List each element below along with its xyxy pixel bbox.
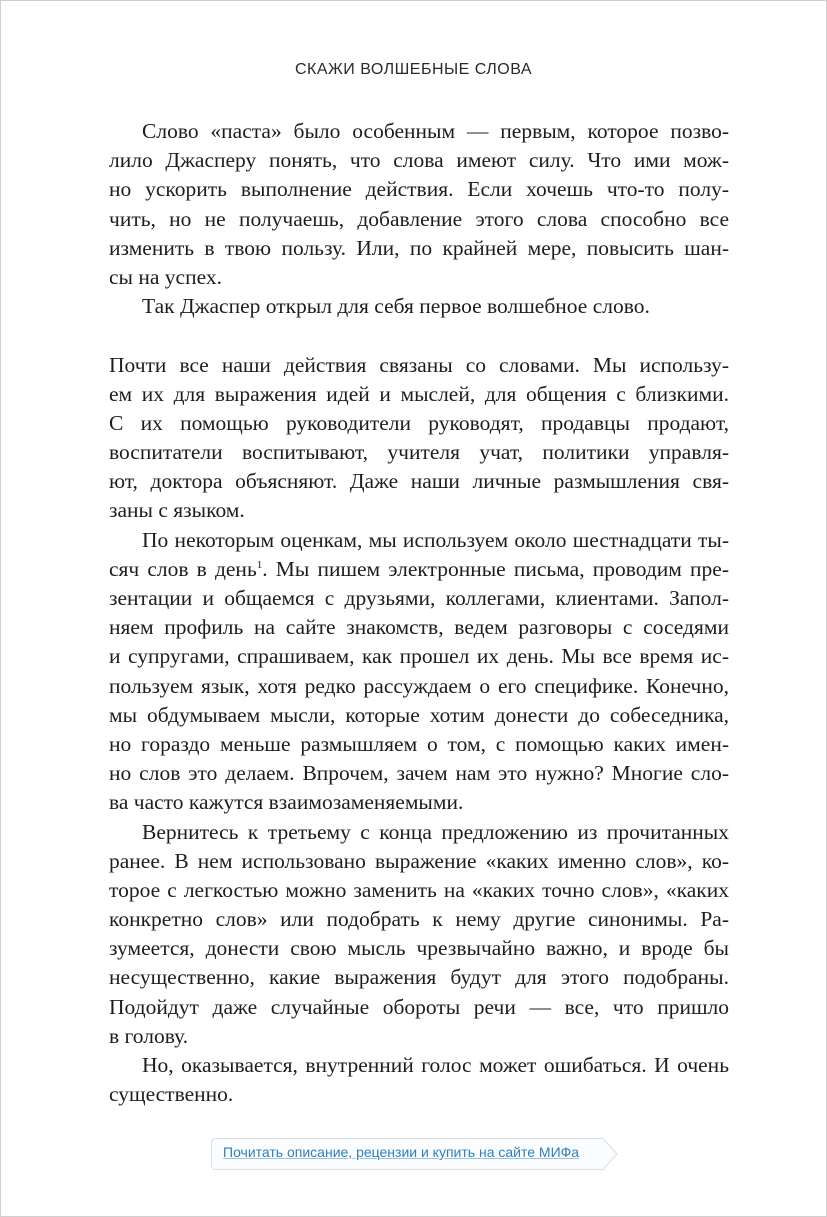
text-line: несущественно, какие выражения будут для этого подобраны.	[109, 965, 729, 990]
text-line: заны с языком.	[109, 498, 245, 523]
text-line: няем профиль на сайте знакомств, ведем разговоры с соседями	[109, 615, 729, 640]
text-line: зентации и общаемся с друзьями, коллегами, клиентами. Запол-	[109, 586, 729, 610]
text-line: ва часто кажутся взаимозаменяемыми.	[109, 790, 464, 815]
body-text	[109, 117, 729, 1109]
text-line: и супругами, спрашиваем, как прошел их день. Мы все время ис-	[109, 644, 729, 669]
text-line: лило Джасперу понять, что слова имеют силу. Что ими мож-	[109, 148, 729, 173]
text-line: Почти все наши действия связаны со словами. Мы использу-	[109, 352, 729, 377]
text-line: Но, оказывается, внутренний голос может ошибаться. И очень	[142, 1053, 729, 1077]
text-line: торое с легкостью можно заменить на «каких точно слов», «каких	[109, 877, 729, 902]
text-line: существенно.	[109, 1082, 234, 1107]
text-line: но ускорить выполнение действия. Если хочешь что-то полу-	[109, 177, 729, 202]
text-line: изменить в твою пользу. Или, по крайней мере, повысить шан-	[109, 235, 729, 260]
text-line: ем их для выражения идей и мыслей, для общения с близкими.	[109, 381, 729, 406]
text-fragment: . Мы пишем электронные письма, проводим пре-	[262, 556, 729, 581]
text-line: чить, но не получаешь, добавление этого слова способно все	[109, 206, 729, 231]
store-link[interactable]: Почитать описание, рецензии и купить на сайте МИФа	[223, 1144, 580, 1160]
text-line: По некоторым оценкам, мы используем около шестнадцати ты-	[142, 527, 729, 552]
text-line: воспитатели воспитывают, учителя учат, политики управля-	[109, 440, 729, 465]
text-line: Слово «паста» было особенным — первым, которое позво-	[142, 119, 729, 143]
text-line: мы обдумываем мысли, которые хотим донести до собеседника,	[109, 702, 729, 727]
text-line: Так Джаспер открыл для себя первое волшебное слово.	[142, 294, 650, 319]
text-line: пользуем язык, хотя редко рассуждаем о его специфике. Конечно,	[109, 673, 729, 698]
text-fragment: сяч слов в день	[109, 556, 257, 581]
section-break	[109, 321, 729, 350]
text-line: зумеется, донести свою мысль чрезвычайно важно, и вроде бы	[109, 936, 729, 961]
text-line: но слов это делаем. Впрочем, зачем нам это нужно? Многие сло-	[109, 761, 729, 786]
text-line: конкретно слов» или подобрать к нему другие синонимы. Ра-	[109, 907, 729, 932]
text-line: Подойдут даже случайные обороты речи — все, что пришло	[109, 994, 729, 1019]
text-line-with-footnote	[109, 555, 729, 584]
footnote-marker[interactable]: 1	[256, 558, 263, 571]
text-line: Вернитесь к третьему с конца предложению из прочитанных	[142, 819, 729, 844]
text-line: С их помощью руководители руководят, продавцы продают,	[109, 410, 729, 435]
text-line: в голову.	[109, 1023, 189, 1048]
text-line: но гораздо меньше размышляем о том, с помощью каких имен-	[109, 731, 729, 756]
text-line: ранее. В нем использовано выражение «каких именно слов», ко-	[109, 848, 729, 873]
text-line: ют, доктора объясняют. Даже наши личные размышления свя-	[109, 469, 729, 494]
link-box-arrow-tip	[602, 1138, 618, 1170]
running-header: СКАЖИ ВОЛШЕБНЫЕ СЛОВА	[294, 61, 533, 78]
text-line: сы на успех.	[109, 264, 222, 289]
